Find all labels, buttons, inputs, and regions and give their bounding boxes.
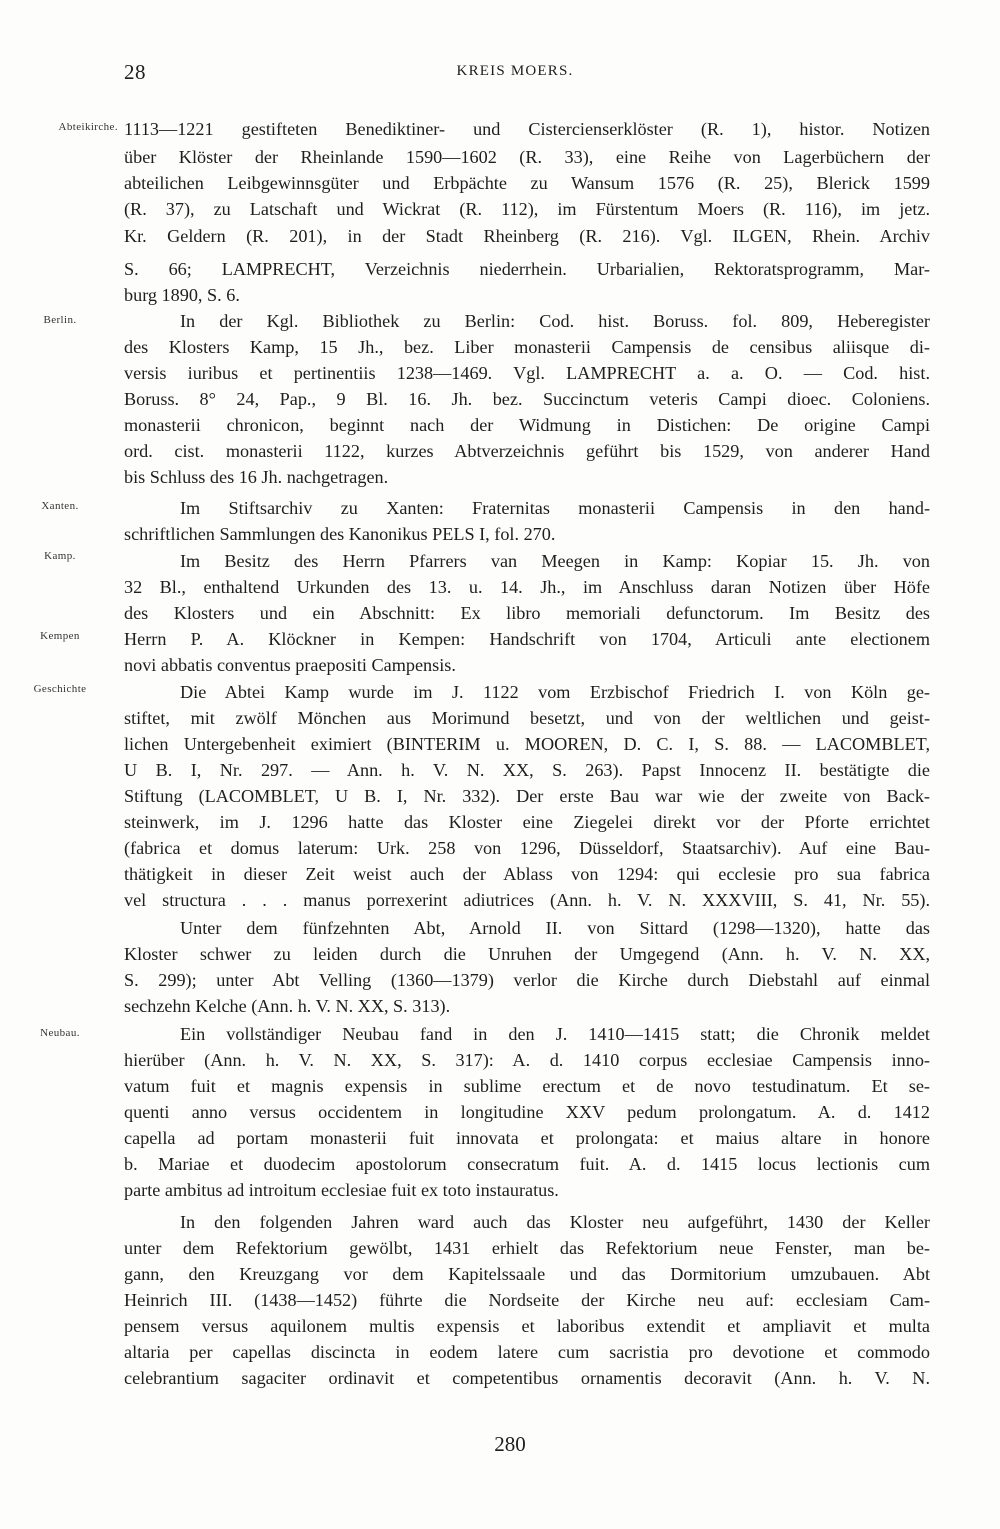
body-line: quenti anno versus occidentem in longitudine XXV pedum prolongatum. A. d. 1412 [124,1102,930,1122]
body-line: burg 1890, S. 6. [124,285,240,305]
body-line: pensem versus aquilonem multis expensis et laboribus extendit et ampliavit et multa [124,1316,930,1336]
body-line: unter dem Refektorium gewölbt, 1431 erhielt das Refektorium neue Fenster, man be- [124,1238,930,1258]
footer-sheet-number: 280 [494,1432,526,1456]
running-head: KREIS MOERS. [456,63,574,79]
margin-note-xanten: Xanten. [41,500,79,512]
body-line: Stiftung (LACOMBLET, U B. I, Nr. 332). Der erste Bau war wie der zweite von Back- [124,786,930,806]
body-line: Heinrich III. (1438—1452) führte die Nordseite der Kirche neu auf: ecclesiam Cam- [124,1290,930,1310]
margin-note-kempen: Kempen [40,630,80,642]
body-line: des Klosters und ein Abschnitt: Ex libro memoriali defunctorum. Im Besitz des [124,603,930,623]
body-line: 32 Bl., enthaltend Urkunden des 13. u. 14. Jh., im Anschluss daran Notizen über Höfe [124,577,930,597]
body-line: stiftet, mit zwölf Mönchen aus Morimund besetzt, und von der weltlichen und geist- [124,708,930,728]
body-line: (R. 37), zu Latschaft und Wickrat (R. 112), im Fürstentum Moers (R. 116), im jetz. [124,199,930,219]
body-line: sechzehn Kelche (Ann. h. V. N. XX, S. 313). [124,996,451,1016]
margin-note-kamp: Kamp. [44,550,76,562]
page-number: 28 [124,60,146,84]
body-line: Kr. Geldern (R. 201), in der Stadt Rheinberg (R. 216). Vgl. ILGEN, Rhein. Archiv [124,226,930,246]
body-line: vel structura . . . manus porrexerint adiutrices (Ann. h. V. N. XXXVIII, S. 41, Nr. 55). [124,890,930,910]
body-line: celebrantium sagaciter ordinavit et competentibus ornamentis decoravit (Ann. h. V. N. [124,1368,930,1388]
body-line: altaria per capellas discincta in eodem latere cum sacristia pro devotione et commodo [124,1342,930,1362]
body-line: (fabrica et domus laterum: Urk. 258 von 1296, Düsseldorf, Staatsarchiv). Auf eine Bau- [124,838,930,858]
body-line: U B. I, Nr. 297. — Ann. h. V. N. XX, S. 263). Papst Innocenz II. bestätigte die [124,760,930,780]
body-line: hierüber (Ann. h. V. N. XX, S. 317): A. d. 1410 corpus ecclesiae Campensis inno- [124,1050,930,1070]
body-line: S. 299); unter Abt Velling (1360—1379) verlor die Kirche durch Diebstahl auf einmal [124,970,930,990]
margin-note-geschichte: Geschichte [33,683,87,695]
body-line: S. 66; LAMPRECHT, Verzeichnis niederrhein. Urbarialien, Rektoratsprogramm, Mar- [124,259,930,279]
body-line: Unter dem fünfzehnten Abt, Arnold II. von Sittard (1298—1320), hatte das [180,918,930,938]
body-line: Kloster schwer zu leiden durch die Unruhen der Umgegend (Ann. h. V. N. XX, [124,944,930,964]
margin-note-abteikirche: Abteikirche. [58,121,118,133]
body-line: bis Schluss des 16 Jh. nachgetragen. [124,467,389,487]
body-line: gann, den Kreuzgang vor dem Kapitelssaale und das Dormitorium umzubauen. Abt [124,1264,930,1284]
body-line: monasterii chronicon, beginnt nach der Widmung in Distichen: De origine Campi [124,415,930,435]
body-line: steinwerk, im J. 1296 hatte das Kloster eine Ziegelei direkt vor der Pforte errichtet [124,812,930,832]
body-line: Ein vollständiger Neubau fand in den J. 1410—1415 statt; die Chronik meldet [180,1024,930,1044]
body-line: schriftlichen Sammlungen des Kanonikus PELS I, fol. 270. [124,524,556,544]
body-line: versis iuribus et pertinentiis 1238—1469. Vgl. LAMPRECHT a. a. O. — Cod. hist. [124,363,930,383]
body-line: capella ad portam monasterii fuit innovata et prolongata: et maius altare in honore [124,1128,930,1148]
margin-note-neubau: Neubau. [40,1027,80,1039]
body-line: des Klosters Kamp, 15 Jh., bez. Liber monasterii Campensis de censibus aliisque di- [124,337,930,357]
body-line: über Klöster der Rheinlande 1590—1602 (R. 33), eine Reihe von Lagerbüchern der [124,147,930,167]
body-line: In der Kgl. Bibliothek zu Berlin: Cod. hist. Boruss. fol. 809, Heberegister [180,311,930,331]
margin-note-berlin: Berlin. [43,314,77,326]
body-line: Boruss. 8° 24, Pap., 9 Bl. 16. Jh. bez. Succinctum veteris Campi dioec. Coloniens. [124,389,930,409]
body-line: parte ambitus ad introitum ecclesiae fuit ex toto instauratus. [124,1180,559,1200]
body-line: thätigkeit in dieser Zeit weist auch der Ablass von 1294: qui ecclesie pro sua fabrica [124,864,930,884]
body-line: novi abbatis conventus praepositi Campensis. [124,655,456,675]
body-line: Die Abtei Kamp wurde im J. 1122 vom Erzbischof Friedrich I. von Köln ge- [180,682,930,702]
body-line: b. Mariae et duodecim apostolorum consecratum fuit. A. d. 1415 locus lectionis cum [124,1154,930,1174]
body-line: Im Besitz des Herrn Pfarrers van Meegen in Kamp: Kopiar 15. Jh. von [180,551,930,571]
body-line: Im Stiftsarchiv zu Xanten: Fraternitas monasterii Campensis in den hand- [180,498,930,518]
body-line: vatum fuit et magnis expensis in sublime erectum et de novo testudinatum. Et se- [124,1076,930,1096]
body-line: ord. cist. monasterii 1122, kurzes Abtverzeichnis geführt bis 1529, von anderer Hand [124,441,930,461]
body-line: abteilichen Leibgewinnsgüter und Erbpächte zu Wansum 1576 (R. 25), Blerick 1599 [124,173,930,193]
body-line: 1113—1221 gestifteten Benediktiner- und Cistercienserklöster (R. 1), histor. Notizen [124,119,930,139]
body-line: lichen Untergebenheit eximiert (BINTERIM u. MOOREN, D. C. I, S. 88. — LACOMBLET, [124,734,930,754]
body-line: In den folgenden Jahren ward auch das Kloster neu aufgeführt, 1430 der Keller [180,1212,930,1232]
body-line: Herrn P. A. Klöckner in Kempen: Handschrift von 1704, Articuli ante electionem [124,629,930,649]
